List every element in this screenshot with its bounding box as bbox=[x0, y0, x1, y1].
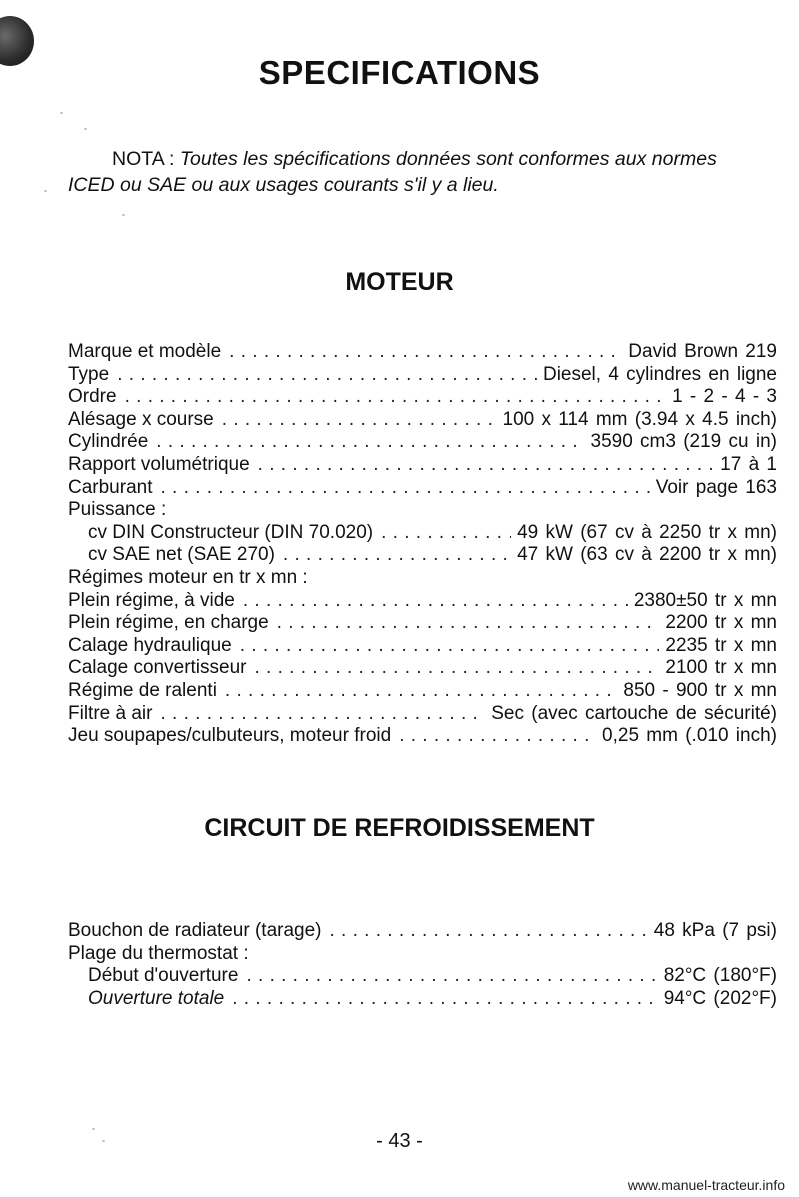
dot-leader bbox=[117, 364, 537, 387]
spec-label: Carburant bbox=[68, 476, 153, 498]
spec-row-filtre bbox=[68, 703, 777, 726]
spec-heading-label: Régimes moteur en tr x mn : bbox=[68, 566, 308, 588]
spec-value: 0,25 mm (.010 inch) bbox=[602, 725, 777, 747]
spec-label: Plein régime, à vide bbox=[68, 589, 235, 611]
dot-leader bbox=[160, 703, 485, 726]
spec-value: David Brown 219 bbox=[628, 341, 777, 362]
spec-row-din bbox=[68, 522, 777, 545]
spec-heading-puissance bbox=[68, 499, 777, 522]
dot-leader bbox=[258, 454, 715, 477]
dot-leader bbox=[240, 635, 660, 658]
spec-value: 94°C (202°F) bbox=[663, 987, 777, 1009]
spec-label: Ouverture totale bbox=[88, 987, 225, 1009]
spec-label: Régime de ralenti bbox=[68, 679, 217, 701]
spec-label: cv DIN Constructeur (DIN 70.020) bbox=[88, 521, 374, 543]
moteur-spec-list bbox=[68, 341, 777, 748]
dot-leader bbox=[161, 477, 650, 500]
spec-value: Voir page 163 bbox=[655, 476, 777, 498]
dot-leader bbox=[229, 341, 622, 364]
dot-leader bbox=[254, 657, 659, 680]
spec-value: 100 x 114 mm (3.94 x 4.5 inch) bbox=[502, 408, 777, 430]
dot-leader bbox=[330, 920, 648, 943]
spec-label: Alésage x course bbox=[68, 408, 214, 430]
section-title-refroidissement: CIRCUIT DE REFROIDISSEMENT bbox=[204, 814, 595, 842]
nota-line-2: ICED ou SAE ou aux usages courants s'il y a lieu. bbox=[68, 174, 499, 196]
dot-leader bbox=[156, 431, 584, 454]
spec-row-calage-hydraulique bbox=[68, 635, 777, 658]
dot-leader bbox=[125, 386, 667, 409]
spec-heading-regimes bbox=[68, 567, 777, 590]
nota-paragraph bbox=[68, 146, 788, 198]
spec-label: Rapport volumétrique bbox=[68, 453, 250, 475]
spec-row-plein-charge bbox=[68, 612, 777, 635]
spec-row-debut-ouverture bbox=[68, 965, 777, 988]
spec-value: 17 à 1 bbox=[720, 453, 777, 475]
spec-row-carburant bbox=[68, 477, 777, 500]
spec-value: 1 - 2 - 4 - 3 bbox=[672, 386, 777, 408]
spec-row-jeu-soupapes bbox=[68, 725, 777, 748]
scan-speckle bbox=[44, 190, 47, 192]
spec-value: 82°C (180°F) bbox=[663, 965, 777, 987]
dot-leader bbox=[243, 590, 628, 613]
spec-label: cv SAE net (SAE 270) bbox=[88, 544, 275, 566]
spec-row-ralenti bbox=[68, 680, 777, 703]
spec-heading-label: Plage du thermostat : bbox=[68, 942, 249, 964]
spec-label: Calage convertisseur bbox=[68, 657, 247, 679]
spec-value: Sec (avec cartouche de sécurité) bbox=[491, 702, 777, 724]
page-title: SPECIFICATIONS bbox=[258, 54, 541, 91]
spec-row-plein-vide bbox=[68, 590, 777, 613]
spec-value: Diesel, 4 cylindres en ligne bbox=[542, 363, 777, 385]
scan-speckle bbox=[122, 214, 125, 216]
spec-value: 48 kPa (7 psi) bbox=[653, 920, 777, 941]
spec-label: Cylindrée bbox=[68, 431, 149, 453]
dot-leader bbox=[283, 544, 511, 567]
spec-heading-plage bbox=[68, 943, 777, 966]
spec-value: 3590 cm3 (219 cu in) bbox=[590, 431, 777, 453]
spec-label: Jeu soupapes/culbuteurs, moteur froid bbox=[68, 725, 392, 747]
section-title-moteur: MOTEUR bbox=[345, 268, 454, 296]
spec-value: 2380±50 tr x mn bbox=[633, 589, 777, 611]
spec-row-sae bbox=[68, 544, 777, 567]
spec-value: 2235 tr x mn bbox=[665, 634, 777, 656]
spec-value: 850 - 900 tr x mn bbox=[623, 679, 777, 701]
dot-leader bbox=[246, 965, 657, 988]
dot-leader bbox=[222, 409, 497, 432]
dot-leader bbox=[232, 988, 657, 1011]
nota-line-1 bbox=[68, 146, 788, 172]
dot-leader bbox=[381, 522, 511, 545]
spec-label: Début d'ouverture bbox=[88, 965, 239, 987]
scan-speckle bbox=[84, 128, 87, 130]
spec-heading-label: Puissance : bbox=[68, 499, 167, 521]
spec-label: Calage hydraulique bbox=[68, 634, 232, 656]
spec-value: 2100 tr x mn bbox=[665, 657, 777, 679]
scan-speckle bbox=[60, 112, 63, 114]
dot-leader bbox=[277, 612, 660, 635]
spec-label: Marque et modèle bbox=[68, 341, 222, 362]
footer-watermark-url: www.manuel-tracteur.info bbox=[627, 1177, 785, 1193]
spec-row-marque bbox=[68, 341, 777, 364]
spec-row-rapport bbox=[68, 454, 777, 477]
spec-label: Bouchon de radiateur (tarage) bbox=[68, 920, 322, 941]
spec-row-calage-convertisseur bbox=[68, 657, 777, 680]
spec-row-cylindree bbox=[68, 431, 777, 454]
spec-row-ouverture-totale bbox=[68, 988, 777, 1011]
spec-value: 2200 tr x mn bbox=[665, 612, 777, 634]
nota-text-1: Toutes les spécifications données sont conformes aux normes bbox=[179, 148, 717, 170]
nota-prefix: NOTA : bbox=[112, 148, 180, 170]
spec-row-alesage bbox=[68, 409, 777, 432]
spec-row-bouchon bbox=[68, 920, 777, 943]
spec-value: 49 kW (67 cv à 2250 tr x mn) bbox=[517, 521, 777, 543]
spec-label: Filtre à air bbox=[68, 702, 153, 724]
refroidissement-spec-list bbox=[68, 920, 777, 1010]
dot-leader bbox=[225, 680, 617, 703]
spec-label: Plein régime, en charge bbox=[68, 612, 269, 634]
dot-leader bbox=[399, 725, 596, 748]
spec-row-type bbox=[68, 364, 777, 387]
spec-label: Ordre bbox=[68, 386, 117, 408]
page-number: - 43 - bbox=[376, 1130, 423, 1152]
spec-value: 47 kW (63 cv à 2200 tr x mn) bbox=[517, 544, 777, 566]
spec-label: Type bbox=[68, 363, 110, 385]
spec-row-ordre bbox=[68, 386, 777, 409]
